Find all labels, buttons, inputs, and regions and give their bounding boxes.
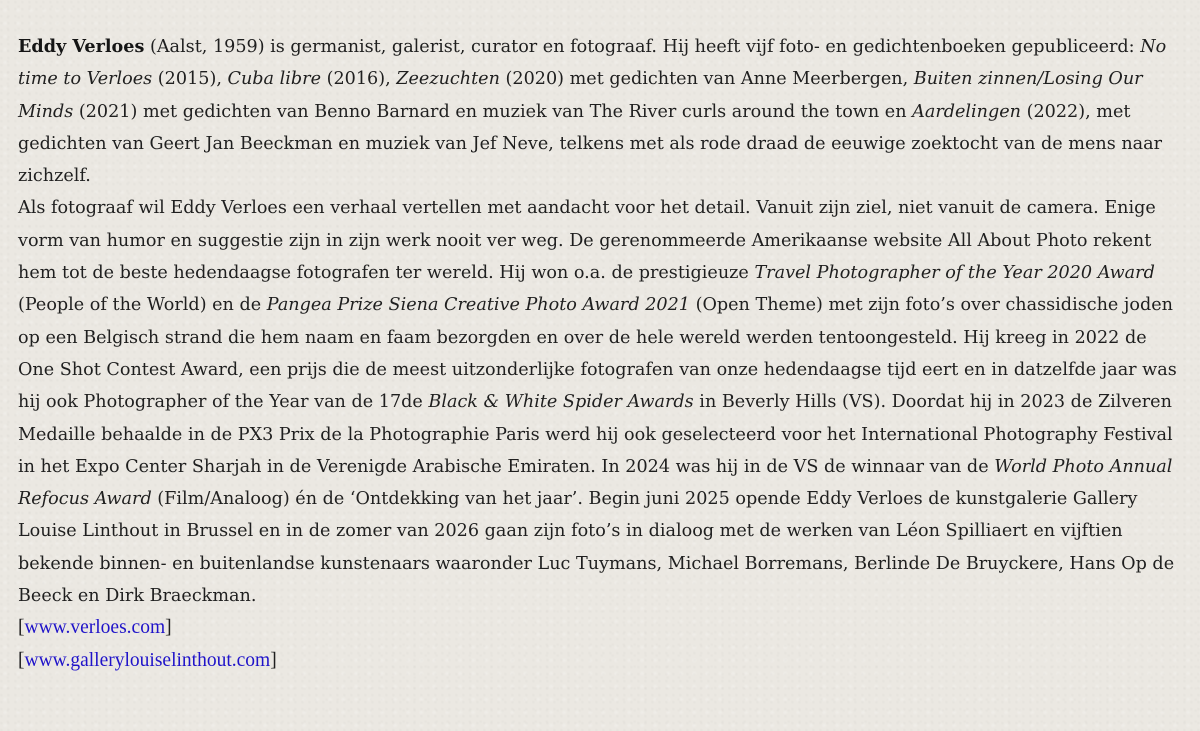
bio-text: (2022), met gedichten van Geert Jan Beeckman en muziek van Jef Neve, telkens met als rode draad de eeuwige zoektocht van de mens naar zichzelf. [18,101,1163,187]
book-title: Cuba libre [227,69,321,90]
bio-text: (2021) met gedichten van Benno Barnard en muziek van The River curls around the town en [73,101,913,122]
bio-text: in Beverly Hills (VS). Doordat hij in 2023 de Zilveren Medaille behaalde in de PX3 Prix de la Photographie Paris werd hij ook geselecteerd voor het International Photography Festival in het Expo Center Sharjah in de Verenigde Arabische Emiraten. In 2024 was hij in de VS de winnaar van de [18,392,1173,477]
bio-text: (Film/Analoog) én de ‘Ontdekking van het jaar’. Begin juni 2025 opende Eddy Verloes de kunstgalerie Gallery Louise Linthout in Brussel en in de zomer van 2026 gaan zijn foto’s in dialoog met de werken van Léon Spilliaert en vijftien bekende binnen- en buitenlandse kunstenaars waaronder Luc Tuymans, Michael Borremans, Berlinde De Bruyckere, Hans Op de Beeck en Dirk Braeckman. [18,489,1175,607]
bio-text: (Open Theme) met zijn foto’s over chassidische joden op een Belgisch strand die hem naam en faam bezorgden en over de hele wereld werden tentoongesteld. Hij kreeg in 2022 de One Shot Contest Award, een prijs die de meest uitzonderlijke fotografen van onze hedendaagse tijd eert en in datzelfde jaar was hij ook Photographer of the Year van de 17de [18,295,1177,413]
gallery-link-line [18,645,1188,677]
book-title: Buiten zinnen/Losing Our Minds [18,69,1143,122]
book-title: Aardelingen [912,101,1021,122]
bio-paragraph-photography [18,192,1188,612]
verloes-website-link[interactable]: www.verloes.com [24,617,166,639]
bio-text: (Aalst, 1959) is germanist, galerist, curator en fotograaf. Hij heeft vijf foto- en gedichtenboeken gepubliceerd: [144,37,1141,57]
bio-text-block [18,31,1188,677]
website-link-line [18,612,1188,644]
award-title: Travel Photographer of the Year 2020 Award [754,263,1155,284]
award-title: World Photo Annual Refocus Award [18,456,1173,510]
bio-text: (2015), [152,69,228,90]
bio-text: (2016), [320,69,397,90]
book-title: Zeezuchten [396,69,500,90]
award-title: Pangea Prize Siena Creative Photo Award 2021 [266,295,690,316]
award-title: Black & White Spider Awards [428,392,694,413]
book-title: No time to Verloes [18,37,1167,90]
gallery-website-link[interactable]: www.gallerylouiselinthout.com [24,649,271,671]
open-bracket: [ [18,617,25,639]
bio-text: (People of the World) en de [18,295,267,316]
open-bracket: [ [18,649,25,671]
close-bracket: ] [165,617,172,639]
bio-text: (2020) met gedichten van Anne Meerbergen, [499,69,914,90]
bio-text: Als fotograaf wil Eddy Verloes een verhaal vertellen met aandacht voor het detail. Vanuit zijn ziel, niet vanuit de camera. Enige vorm van humor en suggestie zijn in zijn werk nooit ver weg. De gerenommeerde Amerikaanse website All About Photo rekent hem tot de beste hedendaagse fotografen ter wereld. Hij won o.a. de prestigieuze [18,198,1156,284]
bio-paragraph-books [18,31,1188,192]
close-bracket: ] [270,649,277,671]
author-name: Eddy Verloes [18,36,145,57]
